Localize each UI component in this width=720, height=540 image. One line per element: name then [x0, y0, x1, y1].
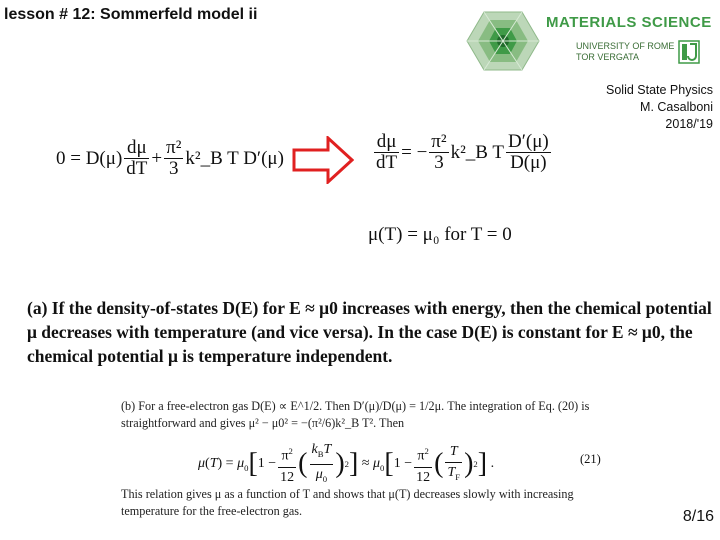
equation-21-number: (21) — [580, 452, 601, 466]
eq2-fraction-2 — [429, 132, 448, 173]
paragraph-a: (a) If the density-of-states D(E) for E ≈ μ0 increases with energy, then the chemical potential μ decreases with temperature (and vice versa). In the case D(E) is constant for E ≈ μ0, the chemical potential μ is temperature independent. — [27, 298, 712, 366]
eq2-fraction-3 — [506, 132, 551, 173]
eq1-plus: + — [151, 147, 163, 169]
eq2-frac1-numerator: dμ — [374, 132, 399, 153]
equation-21: $\mu(T) = \mu_0$ [ 1 − $\frac{\pi^2}{12}$ ( $\frac{k_BT}{\mu_0}$ ) 2 ] ≈ $\mu_0$ [ 1 − $\frac{\pi^2}{12}$ ( $\frac{T}{T_F}$ ) 2 ] . — [198, 442, 495, 485]
course-year: 2018/'19 — [665, 117, 713, 131]
hexagon-logo-icon — [466, 10, 540, 72]
eq1-tail: k²_B T D′(μ) — [185, 147, 284, 169]
equation-2 — [372, 132, 553, 173]
eq2-frac2-numerator: π² — [431, 131, 447, 152]
slide-title: lesson # 12: Sommerfeld model ii — [4, 6, 258, 23]
logo-text: MATERIALS SCIENCE — [546, 14, 712, 31]
university-crest-icon — [678, 40, 700, 64]
equation-1 — [56, 138, 284, 179]
eq2-mid: k²_B T — [450, 141, 504, 163]
course-info — [606, 82, 713, 133]
eq2-frac1-denominator: dT — [376, 152, 398, 173]
eq2-frac3-denominator: D(μ) — [510, 152, 547, 173]
university-line-1: UNIVERSITY OF ROME — [576, 41, 675, 51]
eq1-fraction-2 — [164, 138, 183, 179]
eq1-lhs: 0 = D(μ) — [56, 147, 123, 169]
paragraph-c: This relation gives μ as a function of T and shows that μ(T) decreases slowly with increasing temperature for the free-electron gas. — [121, 487, 574, 518]
eq1-frac1-numerator: dμ — [124, 138, 149, 159]
university-line-2: TOR VERGATA — [576, 52, 640, 62]
right-arrow-icon — [292, 136, 354, 184]
equation-3: μ(T) = μ₀ for T = 0 — [368, 224, 512, 245]
eq2-fraction-1 — [374, 132, 399, 173]
course-name: Solid State Physics — [606, 83, 713, 97]
university-name — [576, 41, 674, 63]
page-number: 8/16 — [682, 508, 714, 525]
eq2-frac2-denominator: 3 — [434, 152, 444, 173]
materials-science-logo — [466, 10, 716, 72]
course-author: M. Casalboni — [640, 100, 713, 114]
eq2-equals: = − — [401, 141, 428, 163]
eq1-frac2-numerator: π² — [166, 137, 182, 158]
eq1-frac1-denominator: dT — [126, 158, 148, 179]
eq1-frac2-denominator: 3 — [169, 158, 179, 179]
paragraph-b: (b) For a free-electron gas D(E) ∝ E^1/2. Then D′(μ)/D(μ) = 1/2μ. The integration of Eq. (20) is straightforward and gives μ² − μ0² = −(π²/6)k²_B T². Then — [121, 399, 590, 430]
eq2-frac3-numerator: D′(μ) — [507, 131, 549, 152]
eq1-fraction-1 — [124, 138, 149, 179]
